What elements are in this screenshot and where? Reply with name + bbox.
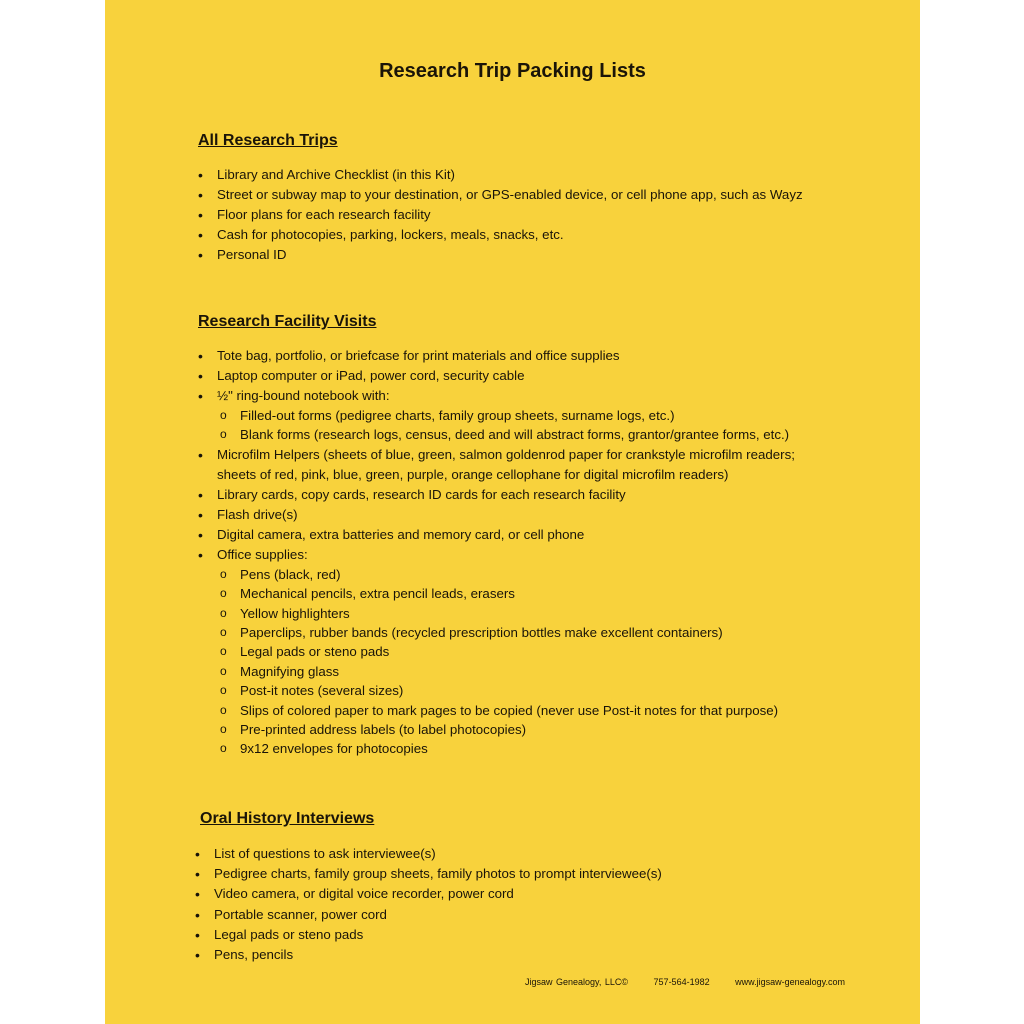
sub-list-item: o 9x12 envelopes for photocopies: [198, 739, 808, 758]
all-trips-list: [198, 165, 898, 265]
list-item: • Library cards, copy cards, research ID cards for each research facility: [198, 485, 808, 505]
list-item: • Laptop computer or iPad, power cord, security cable: [198, 366, 808, 386]
list-item: • Digital camera, extra batteries and memory card, or cell phone: [198, 525, 808, 545]
footer: [525, 977, 867, 987]
list-item: • Floor plans for each research facility: [198, 205, 898, 225]
sub-list-item: o Blank forms (research logs, census, deed and will abstract forms, grantor/grantee forms, etc.): [198, 425, 808, 444]
sub-list-item: o Mechanical pencils, extra pencil leads, erasers: [198, 584, 808, 603]
facility-visits-list: [198, 346, 808, 759]
sub-list-item: o Paperclips, rubber bands (recycled prescription bottles make excellent containers): [198, 623, 808, 642]
list-item: • ½" ring-bound notebook with:: [198, 386, 808, 406]
list-item: • Portable scanner, power cord: [195, 905, 895, 925]
list-item: • Legal pads or steno pads: [195, 925, 895, 945]
oral-history-list: [195, 844, 895, 965]
list-item: • Cash for photocopies, parking, lockers, meals, snacks, etc.: [198, 225, 898, 245]
footer-company: Jigsaw Genealogy, LLC©: [525, 977, 629, 987]
sub-list-item: o Legal pads or steno pads: [198, 642, 808, 661]
sub-list-item: o Filled-out forms (pedigree charts, family group sheets, surname logs, etc.): [198, 406, 808, 425]
footer-website: www.jigsaw-genealogy.com: [735, 977, 846, 987]
section-heading-all-research-trips: All Research Trips: [198, 132, 338, 149]
sub-list-item: o Pens (black, red): [198, 565, 808, 584]
section-heading-oral-history-interviews: Oral History Interviews: [200, 810, 375, 827]
list-item: • Office supplies:: [198, 545, 808, 565]
footer-phone: 757-564-1982: [653, 977, 710, 987]
list-item: • Pens, pencils: [195, 945, 895, 965]
sub-list-item: o Yellow highlighters: [198, 604, 808, 623]
document-page: [105, 0, 920, 1024]
list-item: • Personal ID: [198, 245, 898, 265]
sub-list-item: o Magnifying glass: [198, 662, 808, 681]
sub-list-item: o Pre-printed address labels (to label photocopies): [198, 720, 808, 739]
list-item: • Pedigree charts, family group sheets, family photos to prompt interviewee(s): [195, 864, 895, 884]
list-item: • Microfilm Helpers (sheets of blue, green, salmon goldenrod paper for crankstyle microfilm readers; sheets of red, pink, blue, green, purple, orange cellophane for digital microfilm readers): [198, 445, 808, 485]
list-item: • Video camera, or digital voice recorder, power cord: [195, 884, 895, 904]
section-heading-research-facility-visits: Research Facility Visits: [198, 313, 377, 330]
sub-list-item: o Slips of colored paper to mark pages to be copied (never use Post-it notes for that purpose): [198, 701, 808, 720]
page-title: Research Trip Packing Lists: [379, 60, 646, 82]
list-item: • Street or subway map to your destination, or GPS-enabled device, or cell phone app, such as Wayz: [198, 185, 898, 205]
list-item: • Tote bag, portfolio, or briefcase for print materials and office supplies: [198, 346, 808, 366]
list-item: • List of questions to ask interviewee(s): [195, 844, 895, 864]
list-item: • Flash drive(s): [198, 505, 808, 525]
sub-list-item: o Post-it notes (several sizes): [198, 681, 808, 700]
list-item: • Library and Archive Checklist (in this Kit): [198, 165, 898, 185]
